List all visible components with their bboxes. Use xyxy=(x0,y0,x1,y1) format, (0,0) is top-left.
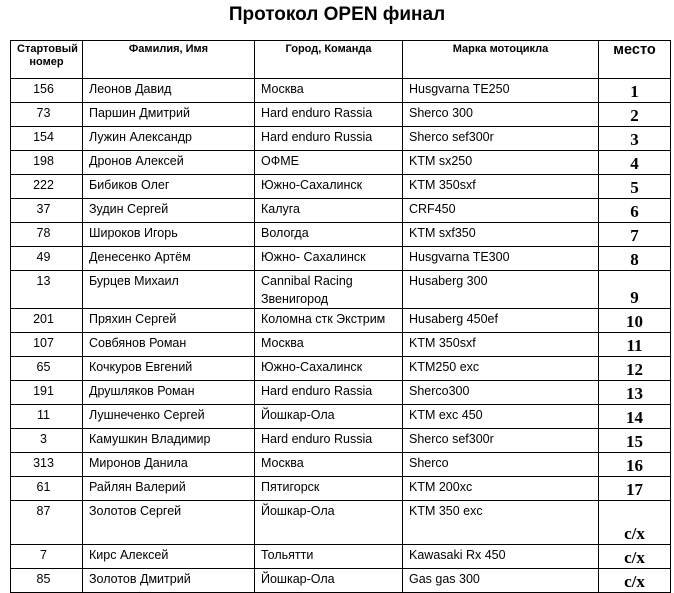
city-team-cell: Южно- Сахалинск xyxy=(255,247,403,271)
place-cell: 3 xyxy=(599,127,671,151)
bike-cell: Gas gas 300 xyxy=(403,569,599,593)
city-team-cell: Москва xyxy=(255,79,403,103)
start-number-cell: 13 xyxy=(11,271,83,309)
place-cell: 7 xyxy=(599,223,671,247)
city-team-cell: ОФМЕ xyxy=(255,151,403,175)
table-row xyxy=(11,271,671,309)
rider-name-cell: Паршин Дмитрий xyxy=(83,103,255,127)
bike-cell: KTM 350sxf xyxy=(403,333,599,357)
rider-name-cell: Денесенко Артём xyxy=(83,247,255,271)
bike-cell: KTM exc 450 xyxy=(403,405,599,429)
start-number-cell: 156 xyxy=(11,79,83,103)
rider-name-cell: Лушнеченко Сергей xyxy=(83,405,255,429)
table-row xyxy=(11,309,671,333)
start-number-cell: 154 xyxy=(11,127,83,151)
rider-name-cell: Лужин Александр xyxy=(83,127,255,151)
city-team-cell: Коломна стк Экстрим xyxy=(255,309,403,333)
page-title: Протокол OPEN финал xyxy=(228,4,446,25)
place-cell: с/х xyxy=(599,569,671,593)
start-number-cell: 201 xyxy=(11,309,83,333)
bike-cell: Sherco 300 xyxy=(403,103,599,127)
table-row xyxy=(11,79,671,103)
rider-name-cell: Кирс Алексей xyxy=(83,545,255,569)
rider-name-cell: Друшляков Роман xyxy=(83,381,255,405)
start-number-cell: 61 xyxy=(11,477,83,501)
start-number-cell: 313 xyxy=(11,453,83,477)
start-number-cell: 85 xyxy=(11,569,83,593)
results-table xyxy=(10,40,671,593)
start-number-cell: 3 xyxy=(11,429,83,453)
table-row xyxy=(11,127,671,151)
start-number-cell: 11 xyxy=(11,405,83,429)
city-team-cell: Тольятти xyxy=(255,545,403,569)
place-cell: 13 xyxy=(599,381,671,405)
bike-cell: Husgvarna TE250 xyxy=(403,79,599,103)
city-team-cell: Hard enduro Russia xyxy=(255,429,403,453)
place-cell: 10 xyxy=(599,309,671,333)
bike-cell: KTM sxf350 xyxy=(403,223,599,247)
bike-cell: Sherco xyxy=(403,453,599,477)
start-number-cell: 222 xyxy=(11,175,83,199)
rider-name-cell: Совбянов Роман xyxy=(83,333,255,357)
start-number-cell: 107 xyxy=(11,333,83,357)
bike-cell: KTM250 exc xyxy=(403,357,599,381)
header-name: Фамилия, Имя xyxy=(83,41,255,79)
place-cell: с/х xyxy=(599,501,671,545)
bike-cell: KTM 200xc xyxy=(403,477,599,501)
place-cell: 6 xyxy=(599,199,671,223)
table-row xyxy=(11,247,671,271)
bike-cell: KTM 350 exc xyxy=(403,501,599,545)
table-row xyxy=(11,199,671,223)
place-cell: 14 xyxy=(599,405,671,429)
rider-name-cell: Миронов Данила xyxy=(83,453,255,477)
place-cell: с/х xyxy=(599,545,671,569)
bike-cell: Kawasaki Rx 450 xyxy=(403,545,599,569)
city-team-cell: Москва xyxy=(255,453,403,477)
table-row xyxy=(11,405,671,429)
bike-cell: KTM sx250 xyxy=(403,151,599,175)
table-row xyxy=(11,103,671,127)
place-cell: 11 xyxy=(599,333,671,357)
city-team-cell: Южно-Сахалинск xyxy=(255,175,403,199)
bike-cell: KTM 350sxf xyxy=(403,175,599,199)
city-team-cell: Hard enduro Russia xyxy=(255,127,403,151)
header-start-number: Стартовый номер xyxy=(11,41,83,79)
city-team-cell: Cannibal Racing Звенигород xyxy=(255,271,403,309)
rider-name-cell: Камушкин Владимир xyxy=(83,429,255,453)
city-team-cell: Hard enduro Rassia xyxy=(255,103,403,127)
city-team-cell: Вологда xyxy=(255,223,403,247)
rider-name-cell: Кочкуров Евгений xyxy=(83,357,255,381)
rider-name-cell: Леонов Давид xyxy=(83,79,255,103)
city-team-cell: Калуга xyxy=(255,199,403,223)
rider-name-cell: Широков Игорь xyxy=(83,223,255,247)
table-row xyxy=(11,501,671,545)
start-number-cell: 65 xyxy=(11,357,83,381)
bike-cell: Sherco sef300r xyxy=(403,127,599,151)
table-row xyxy=(11,429,671,453)
start-number-cell: 87 xyxy=(11,501,83,545)
table-row xyxy=(11,175,671,199)
header-place: место xyxy=(599,41,671,79)
start-number-cell: 49 xyxy=(11,247,83,271)
place-cell: 16 xyxy=(599,453,671,477)
table-row xyxy=(11,223,671,247)
rider-name-cell: Дронов Алексей xyxy=(83,151,255,175)
place-cell: 8 xyxy=(599,247,671,271)
bike-cell: Sherco sef300r xyxy=(403,429,599,453)
rider-name-cell: Золотов Сергей xyxy=(83,501,255,545)
table-row xyxy=(11,381,671,405)
rider-name-cell: Золотов Дмитрий xyxy=(83,569,255,593)
city-team-cell: Москва xyxy=(255,333,403,357)
table-row xyxy=(11,357,671,381)
bike-cell: CRF450 xyxy=(403,199,599,223)
city-team-cell: Йошкар-Ола xyxy=(255,501,403,545)
bike-cell: Husaberg 300 xyxy=(403,271,599,309)
rider-name-cell: Бурцев Михаил xyxy=(83,271,255,309)
table-header-row xyxy=(11,41,671,79)
place-cell: 2 xyxy=(599,103,671,127)
table-row xyxy=(11,477,671,501)
bike-cell: Sherco300 xyxy=(403,381,599,405)
table-row xyxy=(11,453,671,477)
results-body xyxy=(11,79,671,593)
bike-cell: Husaberg 450ef xyxy=(403,309,599,333)
city-team-cell: Южно-Сахалинск xyxy=(255,357,403,381)
header-bike: Марка мотоцикла xyxy=(403,41,599,79)
rider-name-cell: Райлян Валерий xyxy=(83,477,255,501)
place-cell: 4 xyxy=(599,151,671,175)
city-team-cell: Hard enduro Rassia xyxy=(255,381,403,405)
start-number-cell: 73 xyxy=(11,103,83,127)
bike-cell: Husgvarna TE300 xyxy=(403,247,599,271)
city-team-cell: Йошкар-Ола xyxy=(255,405,403,429)
start-number-cell: 78 xyxy=(11,223,83,247)
place-cell: 5 xyxy=(599,175,671,199)
city-team-cell: Йошкар-Ола xyxy=(255,569,403,593)
city-team-cell: Пятигорск xyxy=(255,477,403,501)
table-row xyxy=(11,333,671,357)
place-cell: 1 xyxy=(599,79,671,103)
start-number-cell: 191 xyxy=(11,381,83,405)
rider-name-cell: Бибиков Олег xyxy=(83,175,255,199)
header-city-team: Город, Команда xyxy=(255,41,403,79)
rider-name-cell: Пряхин Сергей xyxy=(83,309,255,333)
place-cell: 12 xyxy=(599,357,671,381)
table-row xyxy=(11,545,671,569)
place-cell: 17 xyxy=(599,477,671,501)
place-cell: 15 xyxy=(599,429,671,453)
place-cell: 9 xyxy=(599,271,671,309)
table-row xyxy=(11,151,671,175)
start-number-cell: 7 xyxy=(11,545,83,569)
start-number-cell: 37 xyxy=(11,199,83,223)
start-number-cell: 198 xyxy=(11,151,83,175)
rider-name-cell: Зудин Сергей xyxy=(83,199,255,223)
table-row xyxy=(11,569,671,593)
